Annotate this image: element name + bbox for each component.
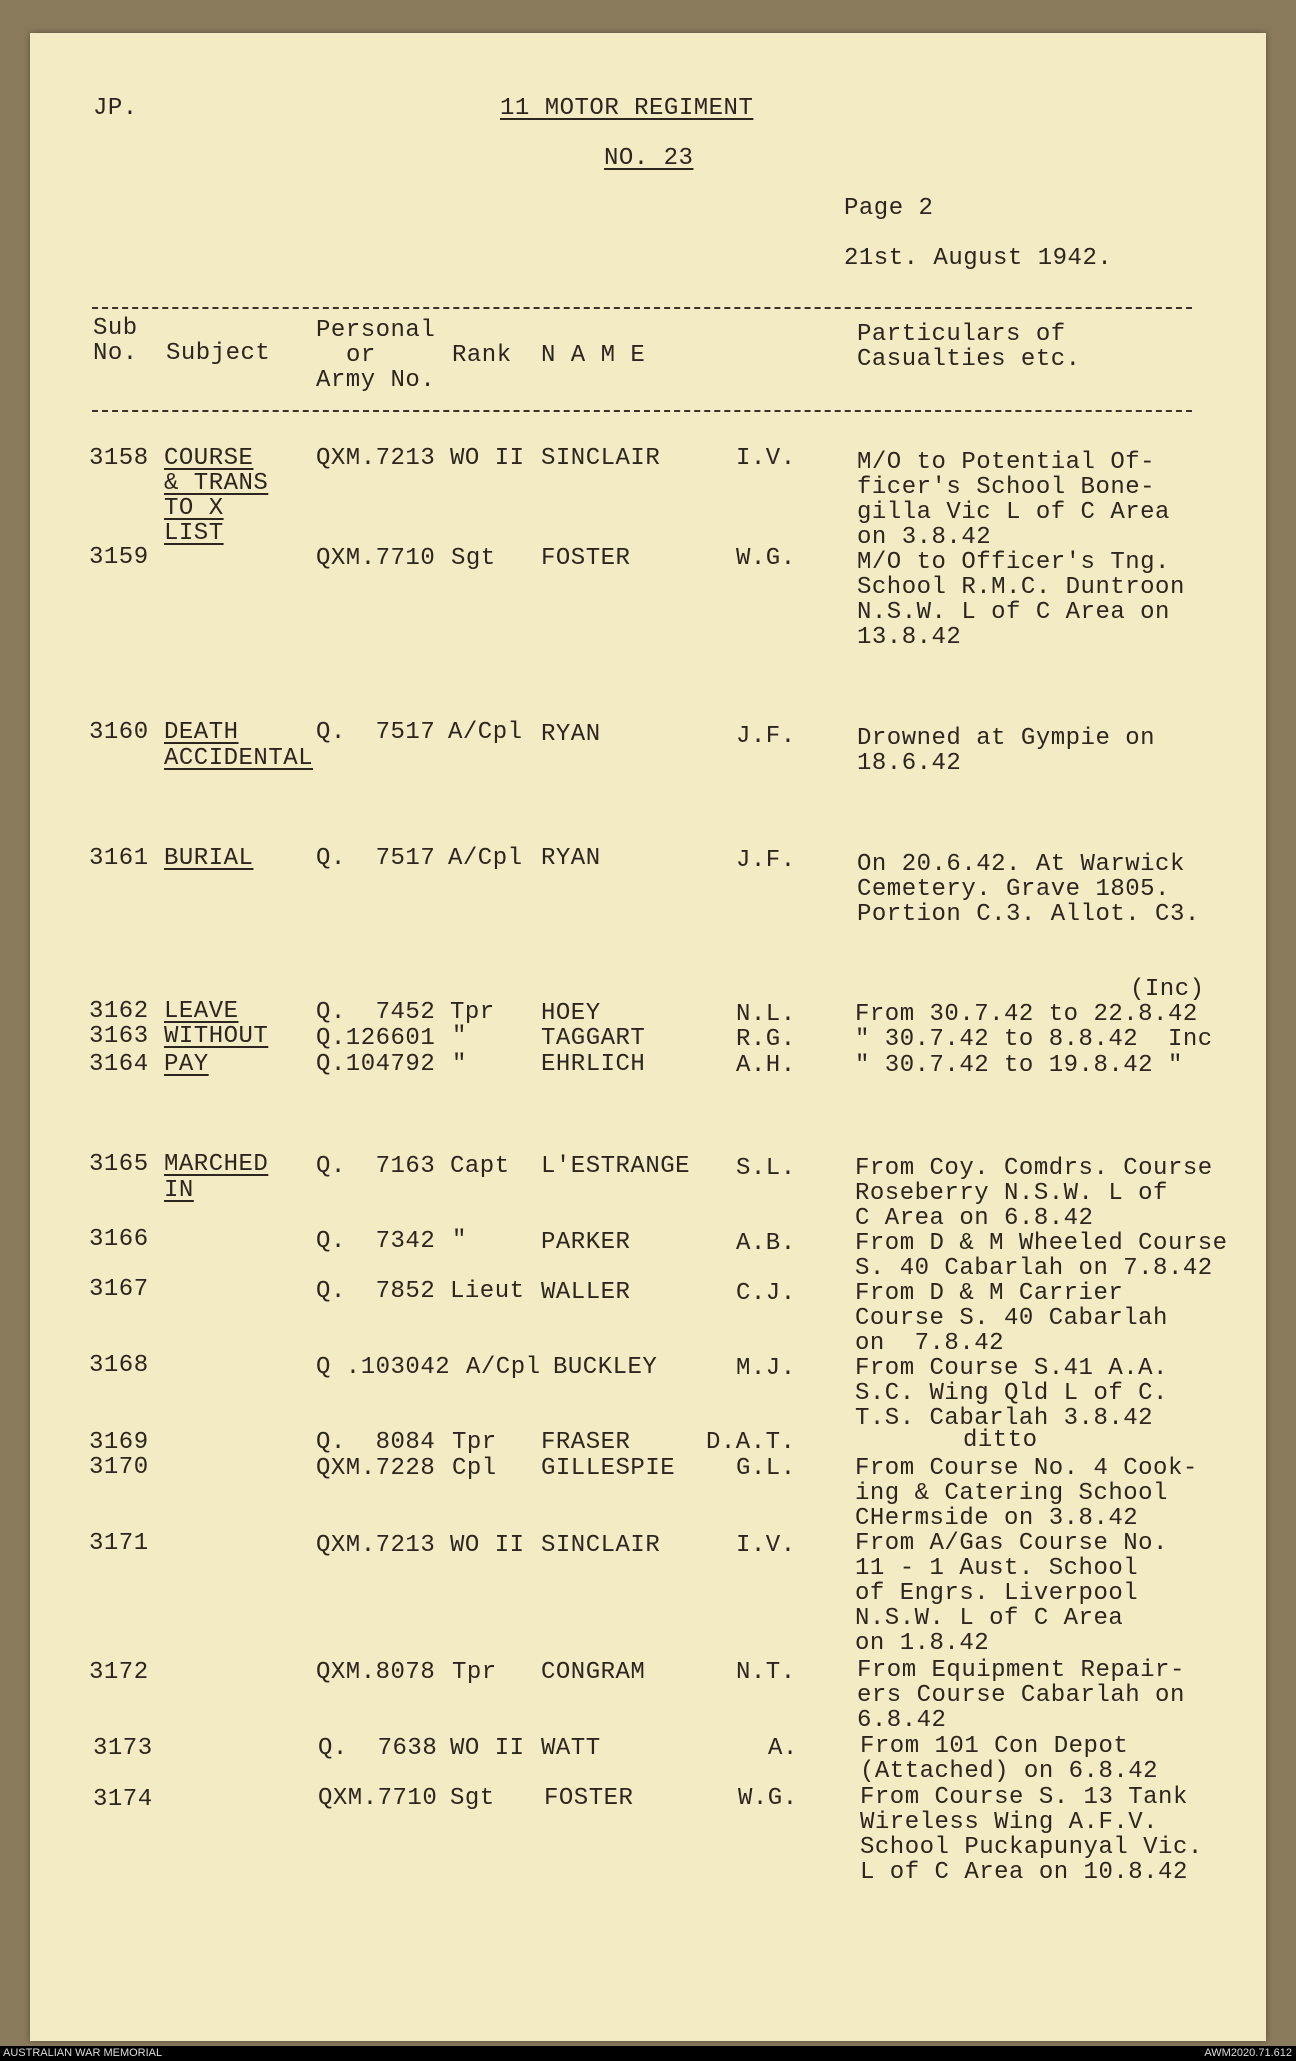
footer-bar xyxy=(0,2046,1296,2061)
particulars-line: 13.8.42 xyxy=(857,624,962,651)
initials: W.G. xyxy=(738,1785,798,1812)
particulars-line: ditto xyxy=(963,1427,1038,1454)
inc-note: (Inc) xyxy=(1130,976,1205,1003)
surname: CONGRAM xyxy=(541,1659,646,1686)
col-personal-2: or xyxy=(346,342,376,369)
initials: N.L. xyxy=(736,1001,796,1028)
rank: WO II xyxy=(450,1735,525,1762)
rank: Sgt xyxy=(451,545,496,572)
subject-line: COURSE xyxy=(164,445,254,472)
subject-line: ACCIDENTAL xyxy=(164,745,314,772)
initials: J.F. xyxy=(736,847,796,874)
surname: PARKER xyxy=(541,1229,631,1256)
surname: SINCLAIR xyxy=(541,445,661,472)
subject-line: LEAVE xyxy=(164,998,239,1025)
surname: FRASER xyxy=(541,1429,631,1456)
rank: Tpr xyxy=(452,1659,497,1686)
surname: WALLER xyxy=(541,1279,631,1306)
col-particulars-1: Particulars of xyxy=(857,321,1066,348)
col-sub-1: Sub xyxy=(93,315,138,342)
header-rule-top xyxy=(92,307,1192,309)
rank: A/Cpl xyxy=(466,1354,541,1381)
rank: Lieut xyxy=(450,1278,525,1305)
subject-line: DEATH xyxy=(164,719,239,746)
rank: A/Cpl xyxy=(448,845,523,872)
page-number: Page 2 xyxy=(844,195,934,222)
particulars-line: Drowned at Gympie on xyxy=(857,725,1156,752)
rank: Tpr xyxy=(452,1429,497,1456)
entry-number: 3160 xyxy=(89,719,149,746)
army-number: Q .103042 xyxy=(316,1354,451,1381)
subject-line: BURIAL xyxy=(164,845,254,872)
entry-number: 3159 xyxy=(89,544,149,571)
particulars-line: S. 40 Cabarlah on 7.8.42 xyxy=(855,1255,1213,1282)
particulars-line: on 3.8.42 xyxy=(857,524,992,551)
entry-number: 3171 xyxy=(89,1530,149,1557)
particulars-line: From A/Gas Course No. xyxy=(855,1530,1168,1557)
surname: RYAN xyxy=(541,721,601,748)
col-name: N A M E xyxy=(541,342,646,369)
rank: Tpr xyxy=(450,999,495,1026)
entry-number: 3167 xyxy=(89,1276,149,1303)
header-rule-bottom xyxy=(92,410,1192,412)
entry-number: 3161 xyxy=(89,845,149,872)
particulars-line: on 1.8.42 xyxy=(855,1630,990,1657)
rank: WO II xyxy=(450,1532,525,1559)
entry-number: 3165 xyxy=(89,1151,149,1178)
col-rank: Rank xyxy=(452,342,512,369)
particulars-line: From Equipment Repair- xyxy=(857,1657,1185,1684)
army-number: Q. 7342 xyxy=(316,1228,436,1255)
entry-number: 3166 xyxy=(89,1226,149,1253)
entry-number: 3174 xyxy=(93,1786,153,1813)
subject-line: & TRANS xyxy=(164,470,269,497)
army-number: QXM.7710 xyxy=(316,545,436,572)
army-number: Q.104792 xyxy=(316,1051,436,1078)
initials: J.F. xyxy=(736,723,796,750)
entry-number: 3172 xyxy=(89,1659,149,1686)
col-personal-3: Army No. xyxy=(316,367,436,394)
particulars-line: From 30.7.42 to 22.8.42 xyxy=(855,1001,1198,1028)
rank: WO II xyxy=(450,445,525,472)
rank: Sgt xyxy=(450,1785,495,1812)
particulars-line: ficer's School Bone- xyxy=(857,474,1156,501)
particulars-line: M/O to Potential Of- xyxy=(857,449,1156,476)
initials: N.T. xyxy=(736,1659,796,1686)
particulars-line: From Course S. 13 Tank xyxy=(860,1784,1188,1811)
entry-number: 3169 xyxy=(89,1429,149,1456)
army-number: QXM.7213 xyxy=(316,1532,436,1559)
army-number: Q. 8084 xyxy=(316,1429,436,1456)
particulars-line: N.S.W. L of C Area on xyxy=(857,599,1170,626)
initials: G.L. xyxy=(736,1455,796,1482)
army-number: QXM.7213 xyxy=(316,445,436,472)
entry-number: 3173 xyxy=(93,1735,153,1762)
initials: JP. xyxy=(93,95,138,122)
initials: C.J. xyxy=(736,1280,796,1307)
rank: " xyxy=(452,1051,467,1078)
surname: HOEY xyxy=(541,1000,601,1027)
army-number: Q. 7163 xyxy=(316,1153,436,1180)
initials: I.V. xyxy=(736,445,796,472)
particulars-line: From Course S.41 A.A. xyxy=(855,1355,1168,1382)
army-number: Q. 7638 xyxy=(318,1735,438,1762)
initials: I.V. xyxy=(736,1532,796,1559)
col-particulars-2: Casualties etc. xyxy=(857,346,1081,373)
footer-credit: AUSTRALIAN WAR MEMORIAL xyxy=(3,2047,163,2059)
particulars-line: L of C Area on 10.8.42 xyxy=(860,1859,1188,1886)
subject-line: PAY xyxy=(164,1051,209,1078)
particulars-line: gilla Vic L of C Area xyxy=(857,499,1170,526)
unit-title: 11 MOTOR REGIMENT xyxy=(500,95,754,122)
subject-line: LIST xyxy=(164,520,224,547)
initials: D.A.T. xyxy=(706,1429,796,1456)
entry-number: 3164 xyxy=(89,1051,149,1078)
particulars-line: Cemetery. Grave 1805. xyxy=(857,876,1170,903)
entry-number: 3163 xyxy=(89,1023,149,1050)
surname: L'ESTRANGE xyxy=(541,1153,691,1180)
surname: EHRLICH xyxy=(541,1051,646,1078)
army-number: Q. 7517 xyxy=(316,845,436,872)
particulars-line: Portion C.3. Allot. C3. xyxy=(857,901,1200,928)
col-personal-1: Personal xyxy=(316,317,436,344)
army-number: Q. 7452 xyxy=(316,999,436,1026)
initials: A. xyxy=(768,1735,798,1762)
initials: S.L. xyxy=(736,1155,796,1182)
rank: Cpl xyxy=(452,1455,497,1482)
rank: A/Cpl xyxy=(448,719,523,746)
particulars-line: On 20.6.42. At Warwick xyxy=(857,851,1185,878)
particulars-line: From D & M Carrier xyxy=(855,1280,1124,1307)
initials: A.H. xyxy=(736,1052,796,1079)
particulars-line: S.C. Wing Qld L of C. xyxy=(855,1380,1168,1407)
rank: " xyxy=(452,1227,467,1254)
particulars-line: of Engrs. Liverpool xyxy=(855,1580,1139,1607)
army-number: QXM.7710 xyxy=(318,1785,438,1812)
rank: Capt xyxy=(450,1153,510,1180)
particulars-line: 6.8.42 xyxy=(857,1707,947,1734)
particulars-line: Roseberry N.S.W. L of xyxy=(855,1180,1168,1207)
particulars-line: CHermside on 3.8.42 xyxy=(855,1505,1139,1532)
subject-line: TO X xyxy=(164,495,224,522)
particulars-line: From Course No. 4 Cook- xyxy=(855,1455,1198,1482)
particulars-line: Course S. 40 Cabarlah xyxy=(855,1305,1168,1332)
entry-number: 3170 xyxy=(89,1454,149,1481)
particulars-line: 11 - 1 Aust. School xyxy=(855,1555,1139,1582)
initials: W.G. xyxy=(736,545,796,572)
army-number: Q. 7517 xyxy=(316,719,436,746)
subject-line: MARCHED xyxy=(164,1151,269,1178)
particulars-line: M/O to Officer's Tng. xyxy=(857,549,1170,576)
particulars-line: (Attached) on 6.8.42 xyxy=(860,1758,1159,1785)
surname: SINCLAIR xyxy=(541,1532,661,1559)
particulars-line: From Coy. Comdrs. Course xyxy=(855,1155,1213,1182)
army-number: QXM.7228 xyxy=(316,1455,436,1482)
army-number: Q.126601 xyxy=(316,1025,436,1052)
entry-number: 3162 xyxy=(89,998,149,1025)
entry-number: 3158 xyxy=(89,445,149,472)
subject-line: WITHOUT xyxy=(164,1023,269,1050)
particulars-line: School Puckapunyal Vic. xyxy=(860,1834,1203,1861)
surname: WATT xyxy=(541,1735,601,1762)
surname: RYAN xyxy=(541,845,601,872)
subject-line: IN xyxy=(164,1177,194,1204)
col-sub-2: No. xyxy=(93,340,138,367)
particulars-line: " 30.7.42 to 19.8.42 " xyxy=(855,1052,1183,1079)
particulars-line: T.S. Cabarlah 3.8.42 xyxy=(855,1405,1154,1432)
initials: A.B. xyxy=(736,1230,796,1257)
initials: M.J. xyxy=(736,1355,796,1382)
surname: TAGGART xyxy=(541,1025,646,1052)
army-number: Q. 7852 xyxy=(316,1278,436,1305)
particulars-line: School R.M.C. Duntroon xyxy=(857,574,1185,601)
particulars-line: ers Course Cabarlah on xyxy=(857,1682,1185,1709)
entry-number: 3168 xyxy=(89,1352,149,1379)
particulars-line: 18.6.42 xyxy=(857,750,962,777)
rank: " xyxy=(452,1023,467,1050)
particulars-line: From D & M Wheeled Course xyxy=(855,1230,1228,1257)
army-number: QXM.8078 xyxy=(316,1659,436,1686)
order-number: NO. 23 xyxy=(604,145,694,172)
surname: FOSTER xyxy=(544,1785,634,1812)
particulars-line: N.S.W. L of C Area xyxy=(855,1605,1124,1632)
particulars-line: on 7.8.42 xyxy=(855,1330,1005,1357)
surname: GILLESPIE xyxy=(541,1455,676,1482)
col-subject: Subject xyxy=(166,340,271,367)
footer-accession: AWM2020.71.612 xyxy=(1204,2047,1292,2059)
particulars-line: Wireless Wing A.F.V. xyxy=(860,1809,1159,1836)
particulars-line: ing & Catering School xyxy=(855,1480,1168,1507)
particulars-line: " 30.7.42 to 8.8.42 Inc xyxy=(855,1026,1213,1053)
particulars-line: From 101 Con Depot xyxy=(860,1733,1129,1760)
initials: R.G. xyxy=(736,1026,796,1053)
particulars-line: C Area on 6.8.42 xyxy=(855,1205,1094,1232)
order-date: 21st. August 1942. xyxy=(844,245,1113,272)
surname: BUCKLEY xyxy=(553,1354,658,1381)
surname: FOSTER xyxy=(541,545,631,572)
